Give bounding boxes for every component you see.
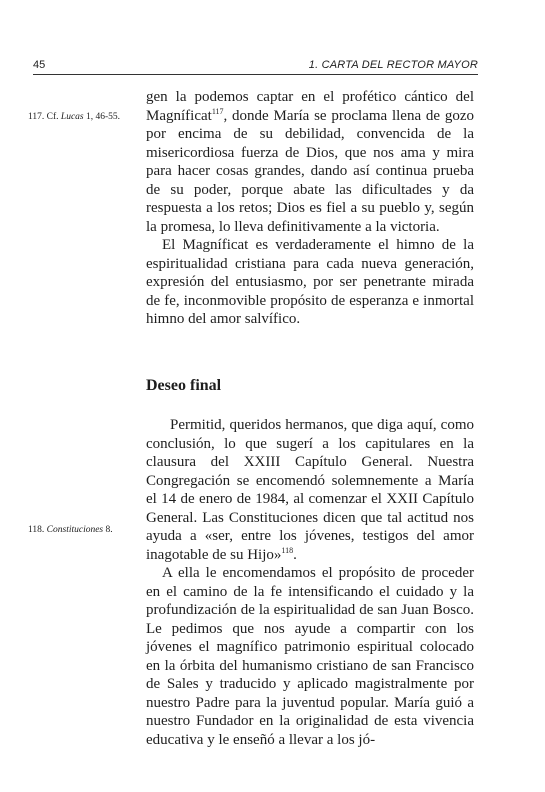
paragraph-text: , donde María se proclama llena de gozo por encima de su debilidad, convencida de la misericordiosa fuerza de Dios, que nos ama y mira para hacer cosas grandes, dando así continua prueba de su poder, porque abate las dificultades y da respuesta a los retos; Dios es fiel a su pueblo y, según la promesa, lo lleva definitivamente a la victoria.	[146, 107, 474, 235]
paragraph-conclusion	[146, 416, 474, 564]
paragraph-entrustment: A ella le encomendamos el propósito de proceder en el camino de la fe intensificando el cuidado y la profundización de la espiritualidad de san Juan Bosco. Le pedimos que nos ayude a compartir con los jóvenes el magnífico patrimonio espiritual colocado en la órbita del humanismo cristiano de san Francisco de Sales y traducido y aplicado magistralmente por nuestro Padre para la juventud popular. María guió a nuestro Fundador en la originalidad de esta vivencia educativa y le enseñó a llevar a los jó-	[146, 565, 474, 748]
page-number: 45	[33, 59, 46, 71]
marginal-note-location: 8.	[105, 525, 113, 535]
paragraph-text: Permitid, queridos hermanos, que diga aquí, como conclusión, lo que sugerí a los capitulares en la clausura del XXIII Capítulo General. Nuestra Congregación se encomendó solemnemente a María el 14 de enero de 1984, al comenzar el XXII Capítulo General. Las Constituciones dicen que tal actitud nos ayuda a «ser, entre los jóvenes, testigos del amor inagotable de su Hijo»	[146, 417, 474, 563]
body-text-section	[146, 416, 474, 749]
paragraph-magnificat-hymn: El Magníficat es verdaderamente el himno de la espiritualidad cristiana para cada nueva generación, expresión del entusiasmo, por ser penetrante mirada de fe, inconmovible propósito de esperanza e inmortal himno del amor salvífico.	[146, 237, 474, 327]
marginal-note-work: Lucas	[60, 112, 84, 122]
paragraph-text: .	[293, 546, 297, 563]
running-title: 1. CARTA DEL RECTOR MAYOR	[308, 59, 478, 71]
marginal-note-location: 1, 46-55.	[85, 112, 121, 122]
body-text-top	[146, 88, 474, 329]
marginal-note-118	[28, 525, 140, 535]
marginal-note-number: 118.	[28, 525, 45, 535]
marginal-note-number: 117.	[28, 112, 45, 122]
paragraph-magnificat-intro	[146, 88, 474, 236]
marginal-note-117	[28, 112, 140, 122]
running-header	[33, 56, 478, 75]
paragraph-text: gen la podemos captar en el profético cántico del Magníficat	[146, 89, 474, 124]
section-heading: Deseo final	[146, 377, 222, 394]
marginal-note-work: Constituciones	[46, 525, 104, 535]
footnote-reference-118: 118	[281, 545, 294, 555]
marginal-note-prefix: Cf.	[46, 112, 59, 122]
footnote-reference-117: 117	[211, 106, 224, 116]
